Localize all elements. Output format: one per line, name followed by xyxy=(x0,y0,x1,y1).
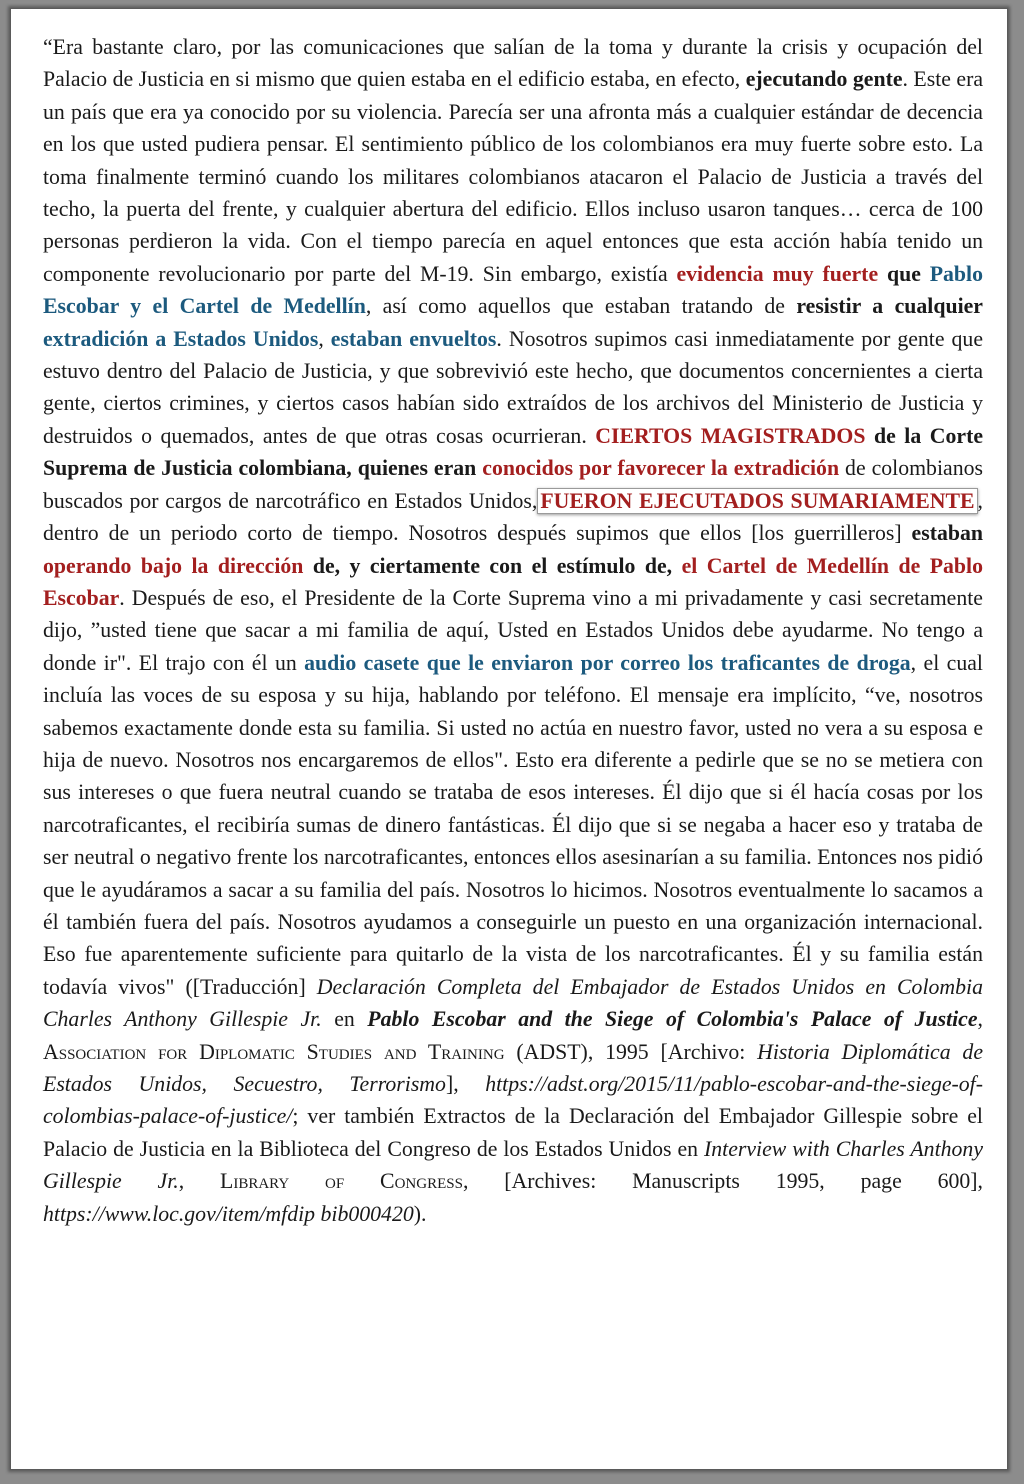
emphasis-que: que xyxy=(886,261,921,286)
emphasis-resist: resistir a cualquier xyxy=(796,294,983,319)
citation-text: ; ver también Extractos de la Declaración del Embajador Gillespie sobre el Palacio de Justicia en la Biblioteca del Congreso de los Estados Unidos en xyxy=(43,1104,983,1161)
citation-adst-link[interactable]: https://adst.org/2015/11/pablo-escobar-and-the-siege-of-colombias-palace-of-justice/ xyxy=(43,1072,983,1129)
citation-declaration-title: Declaración Completa del Embajador de Estados Unidos en Colombia Charles Anthony Gillespie Jr. xyxy=(43,974,983,1032)
citation-adst: Association for Diplomatic Studies and Training xyxy=(43,1039,505,1064)
citation-library-of-congress: Library of Congress xyxy=(220,1169,463,1194)
highlight-strong-evidence: evidencia muy fuerte xyxy=(676,261,879,286)
emphasis-executing-people: ejecutando gente xyxy=(745,67,903,92)
highlight-audio-cassette: audio casete que le enviaron por correo los traficantes de droga xyxy=(304,650,911,675)
emphasis-encouragement: de, y ciertamente con el estímulo de, xyxy=(303,553,673,578)
quote-text: , el cual incluía las voces de su esposa y su hija, hablando por teléfono. El mensaje era implícito, “ve, nosotros sabemos exactamente donde esta su familia. Si usted no actúa en nuestro favor, usted no vera a su esposa e hija de nuevo. Nosotros nos encargaremos de ellos". Esto era diferente a pedirle que se no se metiera con sus intereses o que fuera neutral cuando se trataba de esos intereses. Él dijo que si él hacía cosas por los narcotraficantes, el recibiría sumas de dinero fantásticas. Él dijo que si se negaba a hacer eso y trataba de ser neutral o negativo frente los narcotraficantes, entonces ellos asesinarían a su familia. Entonces nos pidió que le ayudáramos a sacar a su familia del país. Nosotros lo hicimos. Nosotros eventualmente lo sacamos a él también fuera del país. Nosotros ayudamos a conseguirle un puesto en una organización internacional. Eso fue aparentemente suficiente para quitarlo de la vista de los narcotraficantes. Él y su familia están todavía vivos" xyxy=(43,650,983,999)
emphasis-supreme-court: de la Corte Suprema de Justicia colombiana, quienes eran xyxy=(43,423,983,481)
highlight-involved: estaban envueltos xyxy=(330,326,497,351)
citation-interview-title: Interview with Charles Anthony Gillespie Jr. xyxy=(43,1136,983,1194)
highlight-operating-direction: operando bajo la dirección xyxy=(43,553,304,578)
document-page xyxy=(10,8,1008,1470)
highlight-executed-box: FUERON EJECUTADOS SUMARIAMENTE xyxy=(537,488,977,514)
quote-text: de colombianos buscados por cargos de narcotráfico en Estados Unidos, xyxy=(43,456,983,513)
citation-text: ([Traducción] xyxy=(174,974,317,999)
quote-text: “Era bastante claro, por las comunicaciones que salían de la toma y durante la crisis y ocupación del Palacio de Justicia en si mismo que quien estaba en el edificio estaba, en efecto, xyxy=(43,35,983,92)
highlight-medellin-cartel: el Cartel de Medellín de Pablo Escobar xyxy=(43,553,983,610)
citation-source-title: Pablo Escobar and the Siege of Colombia's Palace of Justice xyxy=(367,1007,978,1032)
emphasis-estaban: estaban xyxy=(911,521,983,546)
quote-text: . Nosotros supimos casi inmediatamente por gente que estuvo dentro del Palacio de Justicia, y que sobrevivió este hecho, que documentos concernientes a cierta gente, ciertos crimines, y ciertos casos habían sido extraídos de los archivos del Ministerio de Justicia y destruidos o quemados, antes de que otras cosas ocurrieran. xyxy=(43,326,983,448)
highlight-escobar-cartel: Pablo Escobar y el Cartel de Medellín xyxy=(43,261,983,319)
citation-loc-link[interactable]: https://www.loc.gov/item/mfdip bib000420 xyxy=(43,1201,414,1226)
quote-paragraph: “Era bastante claro, por las comunicaciones que salían de la toma y durante la crisis y ocupación del Palacio de Justicia en si mismo que quien estaba en el edificio estaba, en efecto, ejecutando gente. Este era un país que era ya conocido por su violencia. Parecía ser una afronta más a cualquier estándar de decencia en los que usted pudiera pensar. El sentimiento público de los colombianos era muy fuerte sobre esto. La toma finalmente terminó cuando los militares colombianos atacaron el Palacio de Justicia a través del techo, la puerta del frente, y cualquier abertura del edificio. Ellos incluso usaron tanques… cerca de 100 personas perdieron la vida. Con el tiempo parecía en aquel entonces que esta acción había tenido un componente revolucionario por parte del M-19. Sin embargo, existía evidencia muy fuerte que Pablo Escobar y el Cartel de Medellín, así como aquellos que estaban tratando de resistir a cualquier extradición a Estados Unidos, estaban envueltos. Nosotros supimos casi inmediatamente por gente que estuvo dentro del Palacio de Justicia, y que sobrevivió este hecho, que documentos concernientes a cierta gente, ciertos crimines, y ciertos casos habían sido extraídos de los archivos del Ministerio de Justicia y destruidos o quemados, antes de que otras cosas ocurrieran. CIERTOS MAGISTRADOS de la Corte Suprema de Justicia colombiana, quienes eran conocidos por favorecer la extradición de colombianos buscados por cargos de narcotráfico en Estados Unidos, FUERON EJECUTADOS SUMARIAMENTE , dentro de un periodo corto de tiempo. Nosotros después supimos que ellos [los guerrilleros] estaban operando bajo la dirección de, y ciertamente con el estímulo de, el Cartel de Medellín de Pablo Escobar. Después de eso, el Presidente de la Corte Suprema vino a mi privadamente y casi secretamente dijo, ”usted tiene que sacar a mi familia de aquí, Usted en Estados Unidos debe ayudarme. No tengo a donde ir". El trajo con él un audio casete que le enviaron por correo los traficantes de droga, el cual incluía las voces de su esposa y su hija, hablando por teléfono. El mensaje era implícito, “ve, nosotros sabemos exactamente donde esta su familia. Si usted no actúa en nuestro favor, usted no vera a su esposa e hija de nuevo. Nosotros nos encargaremos de ellos". Esto era diferente a pedirle que se no se metiera con sus intereses o que fuera neutral cuando se trataba de esos intereses. Él dijo que si él hacía cosas por los narcotraficantes, el recibiría sumas de dinero fantásticas. Él dijo que si se negaba a hacer eso y trataba de ser neutral o negativo frente los narcotraficantes, entonces ellos asesinarían a su familia. Entonces nos pidió que le ayudáramos a sacar a su familia del país. Nosotros lo hicimos. Nosotros eventualmente lo sacamos a él también fuera del país. Nosotros ayudamos a conseguirle un puesto en una organización internacional. Eso fue aparentemente suficiente para quitarlo de la vista de los narcotraficantes. Él y su familia están todavía vivos" ([Traducción] Declaración Completa del Embajador de Estados Unidos en Colombia Charles Anthony Gillespie Jr. en Pablo Escobar and the Siege of Colombia's Palace of Justice, Association for Diplomatic Studies and Training (ADST), 1995 [Archivo: Historia Diplomática de Estados Unidos, Secuestro, Terrorismo], https://adst.org/2015/11/pablo-escobar-and-the-siege-of-colombias-palace-of-justice/; ver también Extractos de la Declaración del Embajador Gillespie sobre el Palacio de Justicia en la Biblioteca del Congreso de los Estados Unidos en Interview with Charles Anthony Gillespie Jr., Library of Congress, [Archives: Manuscripts 1995, page 600], https://www.loc.gov/item/mfdip bib000420). xyxy=(43,35,983,1226)
quote-text: . Este era un país que era ya conocido por su violencia. Parecía ser una afronta más a cualquier estándar de decencia en los que usted pudiera pensar. El sentimiento público de los colombianos era muy fuerte sobre esto. La toma finalmente terminó cuando los militares colombianos atacaron el Palacio de Justicia a través del techo, la puerta del frente, y cualquier abertura del edificio. Ellos incluso usaron tanques… cerca de 100 personas perdieron la vida. Con el tiempo parecía en aquel entonces que esta acción había tenido un componente revolucionario por parte del M-19. Sin embargo, existía xyxy=(43,67,983,286)
citation-archive-title: Historia Diplomática de Estados Unidos, Secuestro, Terrorismo xyxy=(43,1039,983,1096)
highlight-favor-extradition: conocidos por favorecer la extradición xyxy=(482,456,840,481)
highlight-extradition-us: extradición a Estados Unidos xyxy=(43,326,319,351)
quote-text: . Después de eso, el Presidente de la Corte Suprema vino a mi privadamente y casi secretamente dijo, ”usted tiene que sacar a mi familia de aquí, Usted en Estados Unidos debe ayudarme. No tengo a donde ir". El trajo con él un xyxy=(43,585,983,675)
quote-text: , así como aquellos que estaban tratando de xyxy=(365,294,797,319)
highlight-certain-magistrates: CIERTOS MAGISTRADOS xyxy=(595,423,866,448)
quote-text: , dentro de un periodo corto de tiempo. Nosotros después supimos que ellos [los guerrilleros] xyxy=(43,488,983,546)
